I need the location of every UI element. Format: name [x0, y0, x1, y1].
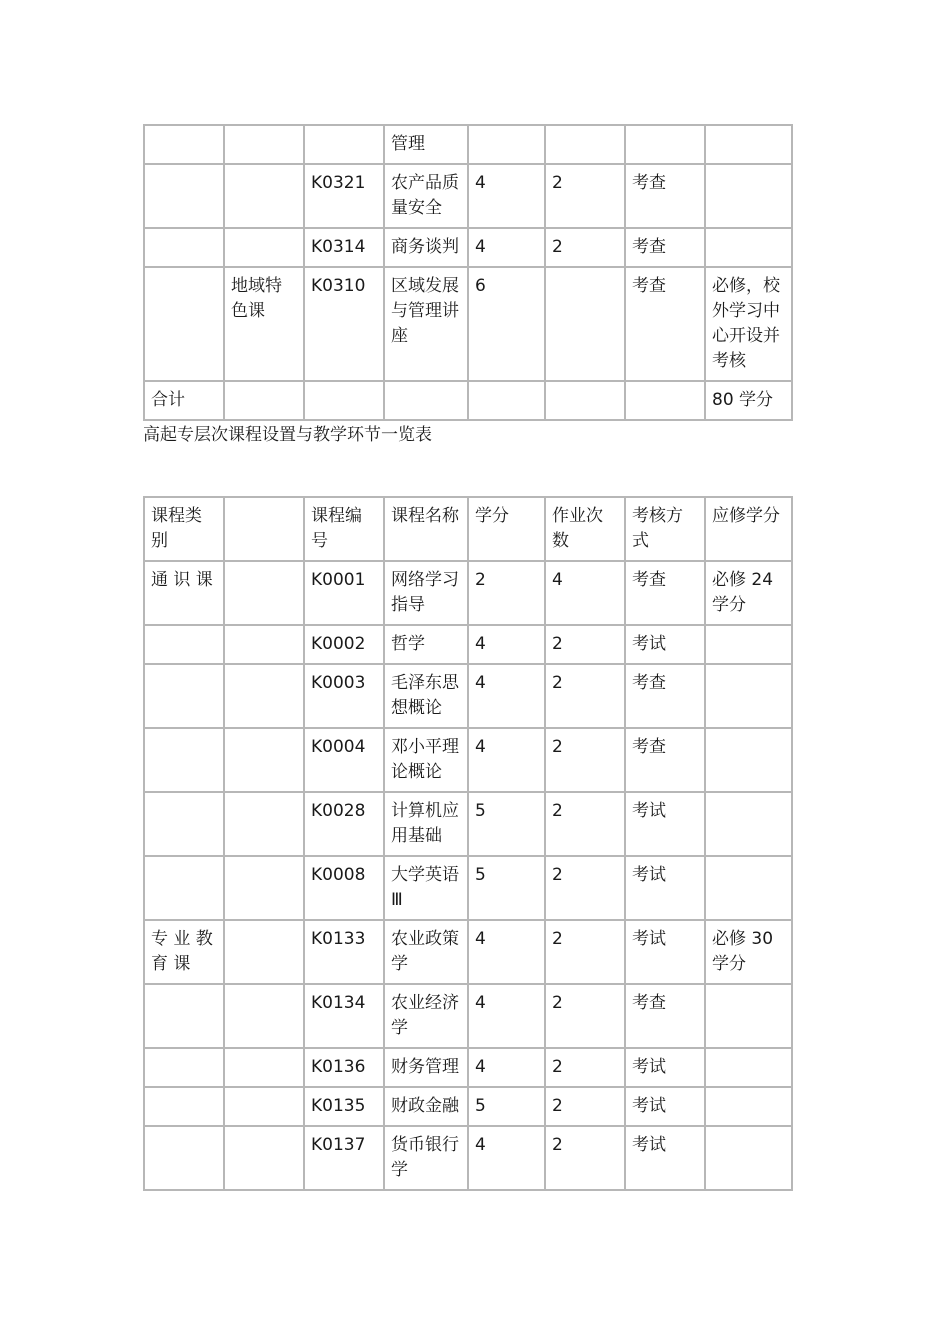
table-cell: 大学英语Ⅲ [384, 856, 468, 920]
table-cell [224, 856, 304, 920]
table-cell: K0004 [304, 728, 384, 792]
table-cell [545, 381, 625, 420]
table-cell: 管理 [384, 125, 468, 164]
table-cell [545, 267, 625, 381]
column-header: 课程类别 [144, 497, 224, 561]
table-row [144, 1087, 792, 1126]
table-cell [545, 125, 625, 164]
table-cell: 必修 30 学分 [705, 920, 792, 984]
table-cell [705, 125, 792, 164]
table-cell [705, 664, 792, 728]
table-cell: 地域特色课 [224, 267, 304, 381]
table-cell [468, 381, 545, 420]
table-cell: K0314 [304, 228, 384, 267]
table-cell: 考试 [625, 625, 705, 664]
table-cell: 5 [468, 1087, 545, 1126]
table-cell: K0028 [304, 792, 384, 856]
table-cell [144, 1126, 224, 1190]
table-cell: 计算机应用基础 [384, 792, 468, 856]
table-cell: K0136 [304, 1048, 384, 1087]
table-cell: K0008 [304, 856, 384, 920]
table-cell [224, 920, 304, 984]
table-cell: 考查 [625, 664, 705, 728]
table-caption: 高起专层次课程设置与教学环节一览表 [143, 425, 432, 445]
table-cell: K0133 [304, 920, 384, 984]
table-cell: 考试 [625, 1048, 705, 1087]
table-cell: 2 [545, 984, 625, 1048]
table-cell: 4 [468, 1126, 545, 1190]
column-header: 作业次数 [545, 497, 625, 561]
table-cell: 2 [468, 561, 545, 625]
table-row [144, 164, 792, 228]
table-cell: 必修，校外学习中心开设并考核 [705, 267, 792, 381]
table-cell: 哲学 [384, 625, 468, 664]
table-cell: K0137 [304, 1126, 384, 1190]
table-cell: 2 [545, 625, 625, 664]
table-cell: 考查 [625, 561, 705, 625]
table-cell: 4 [468, 728, 545, 792]
table-cell: 5 [468, 856, 545, 920]
table-row [144, 664, 792, 728]
table-cell: 2 [545, 920, 625, 984]
table-cell: 2 [545, 856, 625, 920]
table-cell: 4 [468, 625, 545, 664]
table-row [144, 125, 792, 164]
course-table-continued [143, 124, 793, 421]
table-cell: 合计 [144, 381, 224, 420]
table-cell: 毛泽东思想概论 [384, 664, 468, 728]
table-cell [144, 164, 224, 228]
table-cell [224, 1126, 304, 1190]
table-cell: 邓小平理论概论 [384, 728, 468, 792]
table-cell [705, 984, 792, 1048]
table-cell: 区域发展与管理讲座 [384, 267, 468, 381]
table-row [144, 728, 792, 792]
table-cell [224, 625, 304, 664]
table-cell: 4 [545, 561, 625, 625]
table-cell: 考试 [625, 920, 705, 984]
table-cell [705, 792, 792, 856]
table-cell: 2 [545, 792, 625, 856]
column-header: 课程名称 [384, 497, 468, 561]
table-cell: 网络学习指导 [384, 561, 468, 625]
table-cell: 必修 24 学分 [705, 561, 792, 625]
table-cell [224, 381, 304, 420]
table-row [144, 792, 792, 856]
table-cell [144, 228, 224, 267]
table-cell: 考试 [625, 1126, 705, 1190]
table-row [144, 920, 792, 984]
table-cell: K0135 [304, 1087, 384, 1126]
table-header-row [144, 497, 792, 561]
column-header: 考核方式 [625, 497, 705, 561]
table-cell [705, 1126, 792, 1190]
table-cell [304, 125, 384, 164]
table-cell [144, 267, 224, 381]
table-cell [144, 792, 224, 856]
table-cell [224, 1087, 304, 1126]
table-cell [144, 1048, 224, 1087]
table-cell [224, 984, 304, 1048]
table-cell: 考试 [625, 792, 705, 856]
table-cell: 通 识 课 [144, 561, 224, 625]
table-cell [224, 792, 304, 856]
table-cell [705, 1048, 792, 1087]
table-cell [705, 1087, 792, 1126]
table-cell [625, 381, 705, 420]
table-cell [224, 228, 304, 267]
course-table [143, 496, 793, 1191]
table-cell [705, 164, 792, 228]
table-cell [144, 664, 224, 728]
table-cell: 2 [545, 228, 625, 267]
table-cell [705, 728, 792, 792]
table-cell: 4 [468, 1048, 545, 1087]
table-cell: 4 [468, 164, 545, 228]
table-cell: 5 [468, 792, 545, 856]
table-cell [468, 125, 545, 164]
table-cell: 2 [545, 1126, 625, 1190]
table-cell: 货币银行学 [384, 1126, 468, 1190]
table-cell: 考查 [625, 164, 705, 228]
table-cell: 2 [545, 728, 625, 792]
table-cell [625, 125, 705, 164]
table-cell: K0310 [304, 267, 384, 381]
table-row [144, 267, 792, 381]
table-cell: K0321 [304, 164, 384, 228]
table-cell: K0002 [304, 625, 384, 664]
table-cell [384, 381, 468, 420]
table-cell: 考查 [625, 728, 705, 792]
table-cell [144, 1087, 224, 1126]
table-row [144, 1126, 792, 1190]
table-cell [705, 856, 792, 920]
table-row [144, 856, 792, 920]
table-cell: 财政金融 [384, 1087, 468, 1126]
table-cell [224, 664, 304, 728]
table-cell: 财务管理 [384, 1048, 468, 1087]
table-cell: K0003 [304, 664, 384, 728]
table-cell: 4 [468, 664, 545, 728]
table-cell: 专 业 教 育 课 [144, 920, 224, 984]
table-cell: 考查 [625, 984, 705, 1048]
table-cell [224, 164, 304, 228]
table-cell: 商务谈判 [384, 228, 468, 267]
table-cell [144, 856, 224, 920]
table-row [144, 561, 792, 625]
table-cell: 2 [545, 1048, 625, 1087]
table-cell: 农业政策学 [384, 920, 468, 984]
table-cell: 2 [545, 664, 625, 728]
table-cell: 4 [468, 228, 545, 267]
table-cell: 农产品质量安全 [384, 164, 468, 228]
table-cell: 考试 [625, 856, 705, 920]
table-cell [144, 125, 224, 164]
table-cell [224, 1048, 304, 1087]
table-row [144, 381, 792, 420]
table-cell [144, 984, 224, 1048]
table-cell: K0001 [304, 561, 384, 625]
table-row [144, 1048, 792, 1087]
table-cell: 考查 [625, 228, 705, 267]
table-cell: 2 [545, 164, 625, 228]
column-header: 学分 [468, 497, 545, 561]
table-cell [304, 381, 384, 420]
table-row [144, 625, 792, 664]
table-cell [144, 625, 224, 664]
table-cell [224, 561, 304, 625]
table-cell: K0134 [304, 984, 384, 1048]
table-cell [224, 125, 304, 164]
table-cell [224, 728, 304, 792]
column-header [224, 497, 304, 561]
table-cell [144, 728, 224, 792]
table-cell: 4 [468, 984, 545, 1048]
table-cell: 考试 [625, 1087, 705, 1126]
table-cell: 80 学分 [705, 381, 792, 420]
column-header: 应修学分 [705, 497, 792, 561]
column-header: 课程编号 [304, 497, 384, 561]
table-row [144, 228, 792, 267]
table-cell: 4 [468, 920, 545, 984]
table-cell: 6 [468, 267, 545, 381]
table-row [144, 984, 792, 1048]
table-cell: 考查 [625, 267, 705, 381]
table-cell: 2 [545, 1087, 625, 1126]
table-cell [705, 228, 792, 267]
table-cell [705, 625, 792, 664]
table-cell: 农业经济学 [384, 984, 468, 1048]
